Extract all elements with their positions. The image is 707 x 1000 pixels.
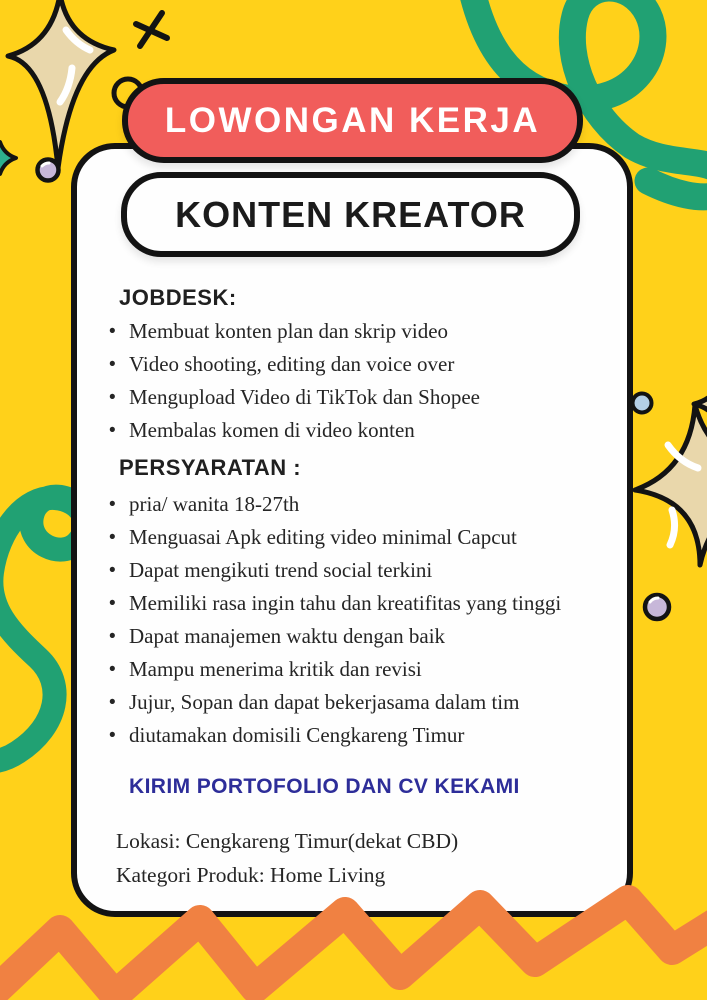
dot-highlight <box>42 163 49 166</box>
list-item: • Mengupload Video di TikTok dan Shopee <box>109 381 619 414</box>
sparkle-icon <box>694 375 707 433</box>
list-item: • Membalas komen di video konten <box>109 414 619 447</box>
footer-info <box>116 824 458 892</box>
sparkle-highlight <box>60 68 72 102</box>
category-text: Kategori Produk: Home Living <box>116 863 386 887</box>
list-item: • Memiliki rasa ingin tahu dan kreatifitas yang tinggi <box>109 587 619 620</box>
list-item: • Jujur, Sopan dan dapat bekerjasama dalam tim <box>109 686 619 719</box>
dot-icon <box>645 595 669 619</box>
list-item: • Video shooting, editing dan voice over <box>109 348 619 381</box>
sparkle-highlight <box>66 30 90 50</box>
dot-highlight <box>650 598 658 602</box>
list-item: • pria/ wanita 18-27th <box>109 488 619 521</box>
sparkle-icon <box>0 142 16 174</box>
list-item: • Dapat mengikuti trend social terkini <box>109 554 619 587</box>
location-text: Lokasi: Cengkareng Timur(dekat CBD) <box>116 829 459 853</box>
job-title-label: KONTEN KREATOR <box>175 193 526 235</box>
dot-icon <box>38 160 59 181</box>
poster-badge-label: LOWONGAN KERJA <box>164 100 541 140</box>
sparkle-icon <box>635 405 707 565</box>
cross-icon <box>136 13 167 46</box>
list-item: • Menguasai Apk editing video minimal Capcut <box>109 521 619 554</box>
persyaratan-list <box>109 488 619 752</box>
list-item: • Mampu menerima kritik dan revisi <box>109 653 619 686</box>
sparkle-highlight <box>668 445 698 468</box>
list-item: • Dapat manajemen waktu dengan baik <box>109 620 619 653</box>
card-content <box>71 143 633 917</box>
jobdesk-heading: JOBDESK: <box>119 285 237 310</box>
list-item: • diutamakan domisili Cengkareng Timur <box>109 719 619 752</box>
sparkle-highlight <box>670 510 675 545</box>
cta-text: KIRIM PORTOFOLIO DAN CV KEKAMI <box>129 775 520 798</box>
dot-icon <box>633 394 652 413</box>
persyaratan-heading: PERSYARATAN : <box>119 455 302 480</box>
list-item: • Membuat konten plan dan skrip video <box>109 315 619 348</box>
jobdesk-list <box>109 315 619 447</box>
